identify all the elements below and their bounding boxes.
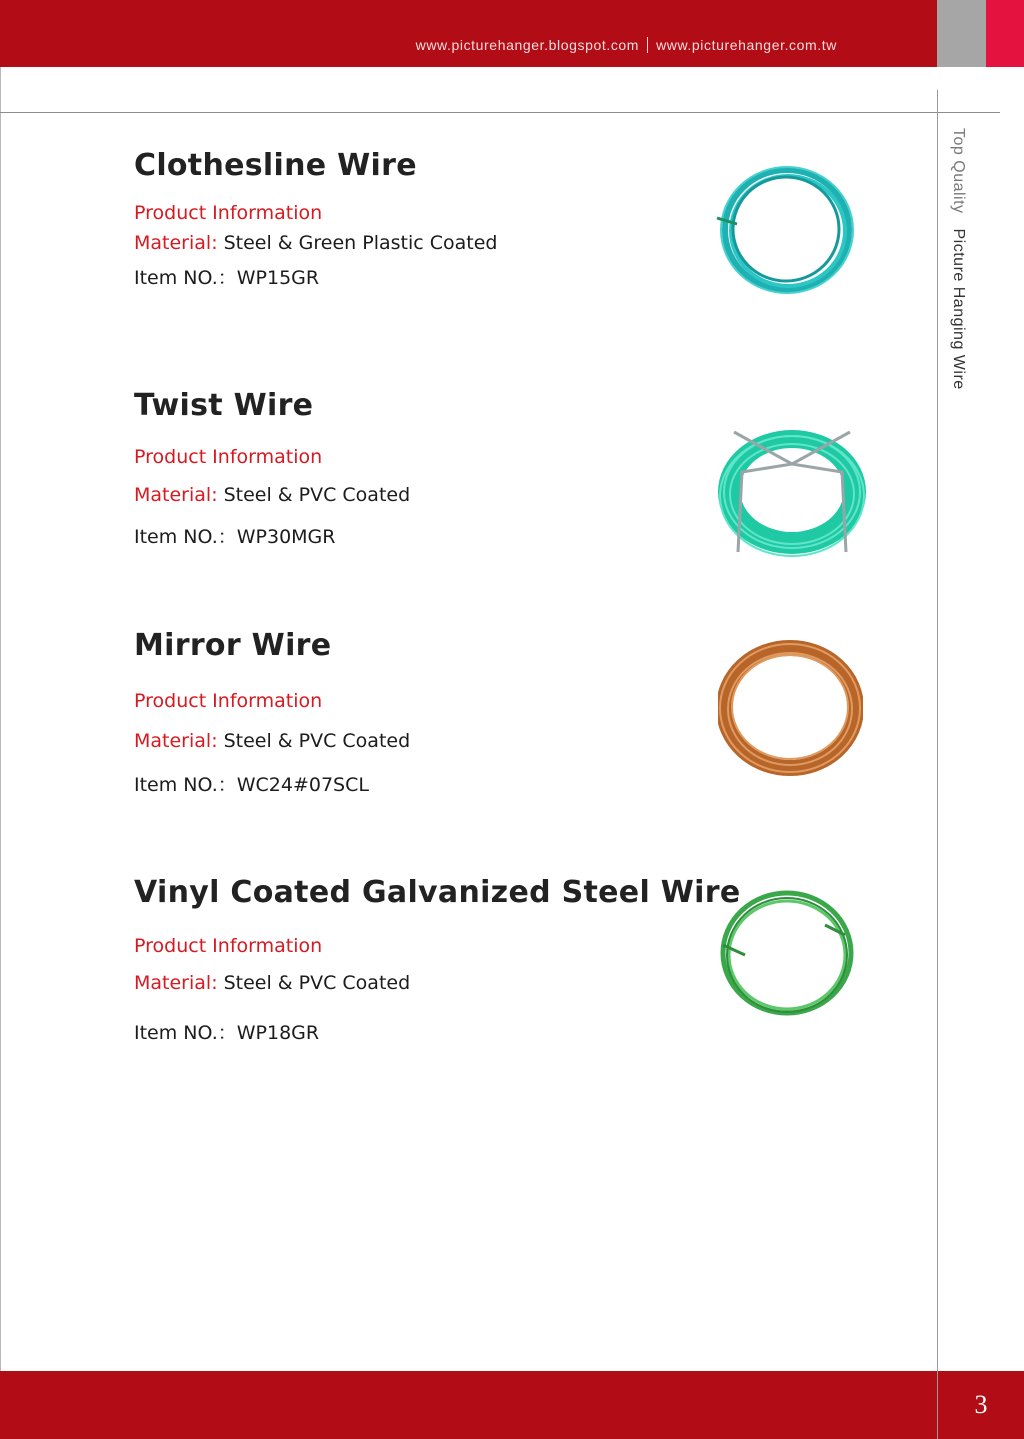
product-clothesline-wire [134,148,498,289]
blog-link[interactable]: www.picturehanger.blogspot.com [415,37,640,53]
item-number-line [134,770,369,797]
header-gray-block [937,0,986,67]
material-line [134,232,497,254]
item-number-value: WC24#07SCL [236,774,369,796]
header-pink-block [986,0,1024,67]
item-number-value: WP15GR [236,267,320,289]
product-mirror-wire [134,628,411,796]
item-number-value: WP18GR [236,1022,320,1044]
item-number-line [134,263,319,290]
item-number-label: Item NO.： [134,1022,237,1044]
material-label: Material: [134,730,218,752]
clothesline-wire-image [715,160,860,300]
item-number-line [134,522,335,549]
web-links [416,37,837,53]
side-tagline: Top Quality [950,128,967,214]
item-number-label: Item NO.： [134,774,237,796]
material-value: Steel & Green Plastic Coated [223,232,498,254]
twist-wire-image [712,412,872,562]
side-category: Picture Hanging Wire [950,228,967,390]
footer-bar [0,1371,937,1439]
top-divider [0,112,1000,113]
page-number: 3 [974,1390,988,1419]
mirror-wire-image [718,638,863,778]
material-label: Material: [134,232,218,254]
material-label: Material: [134,484,218,506]
side-caption [949,128,967,390]
header-bar [0,0,937,67]
material-value: Steel & PVC Coated [223,972,411,994]
material-line [134,972,410,994]
product-info-label: Product Information [134,202,323,224]
product-vinyl-coated-wire [134,875,741,1044]
product-title: Mirror Wire [134,628,332,663]
side-divider [937,90,938,1439]
material-value: Steel & PVC Coated [223,730,411,752]
product-title: Twist Wire [134,388,314,423]
material-line [134,484,410,506]
material-label: Material: [134,972,218,994]
vinyl-coated-wire-image [715,885,860,1025]
product-twist-wire [134,388,411,548]
item-number-value: WP30MGR [236,526,336,548]
product-info-label: Product Information [134,935,323,957]
product-title: Vinyl Coated Galvanized Steel Wire [134,875,741,910]
page-number-box [938,1371,1024,1439]
link-divider [647,37,648,53]
left-border [0,67,1,1371]
material-line [134,730,410,752]
item-number-label: Item NO.： [134,267,237,289]
product-title: Clothesline Wire [134,148,417,183]
product-info-label: Product Information [134,690,323,712]
item-number-line [134,1018,319,1045]
product-info-label: Product Information [134,446,323,468]
site-link[interactable]: www.picturehanger.com.tw [656,37,837,53]
item-number-label: Item NO.： [134,526,237,548]
material-value: Steel & PVC Coated [223,484,411,506]
